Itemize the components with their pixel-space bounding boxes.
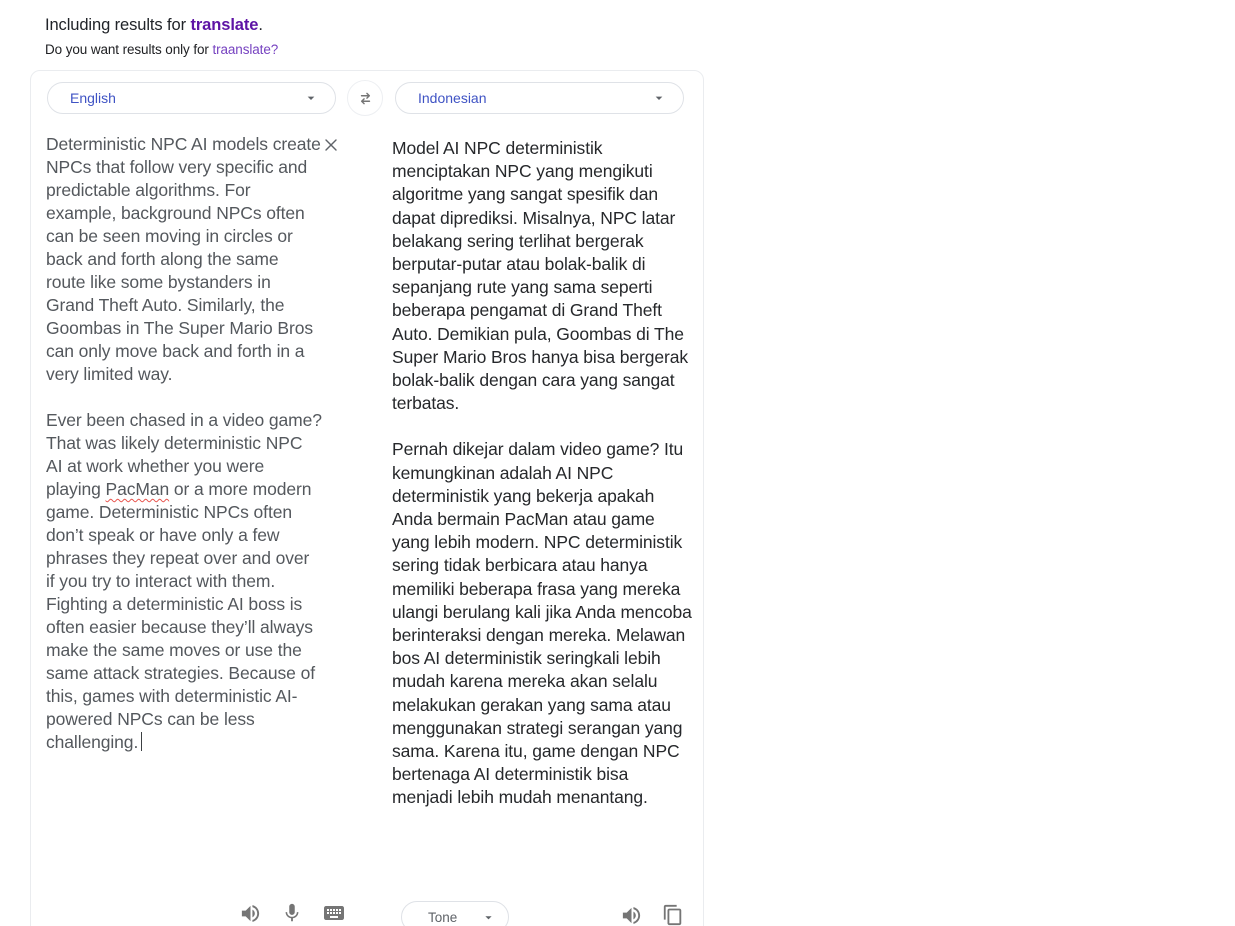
results-only-for-line bbox=[45, 42, 278, 57]
source-text-segment: or a more modern game. Deterministic NPCs often don’t speak or have only a few phrases they repeat over and over if you try to interact with them. Fighting a deterministic AI boss is often easier because they’ll always make the same moves or use the same attack strategies. Because of this, games with deterministic AI-powered NPCs can be less challenging. bbox=[46, 479, 315, 752]
target-language-selector[interactable] bbox=[395, 82, 684, 114]
copy-icon bbox=[662, 904, 684, 926]
including-results-prefix: Including results for bbox=[45, 16, 191, 34]
listen-translation-button[interactable] bbox=[616, 900, 646, 926]
spell-suggestion bbox=[45, 16, 278, 57]
keyboard-icon bbox=[322, 901, 346, 925]
target-language-label: Indonesian bbox=[418, 90, 487, 106]
voice-input-button[interactable] bbox=[277, 898, 307, 926]
including-results-line bbox=[45, 16, 278, 35]
corrected-term-link[interactable]: translate bbox=[190, 16, 259, 34]
target-paragraph: Pernah dikejar dalam video game? Itu kemungkinan adalah AI NPC deterministik yang bekerja apakah Anda bermain PacMan atau game yang lebih modern. NPC deterministik sering tidak berbicara atau hanya memiliki beberapa frasa yang mereka ulangi berulang kali jika Anda mencoba berinteraksi dengan mereka. Melawan bos AI deterministik seringkali lebih mudah karena mereka akan selalu melakukan gerakan yang sama atau menggunakan strategi serangan yang sama. Karena itu, game dengan NPC bertenaga AI deterministik bisa menjadi lebih mudah menantang. bbox=[392, 439, 692, 808]
chevron-down-icon bbox=[651, 90, 667, 106]
virtual-keyboard-button[interactable] bbox=[319, 898, 349, 926]
listen-source-button[interactable] bbox=[235, 898, 265, 926]
source-paragraph bbox=[46, 409, 322, 754]
source-language-label: English bbox=[70, 90, 116, 106]
original-term-link[interactable]: traanslate? bbox=[212, 42, 279, 57]
copy-translation-button[interactable] bbox=[658, 900, 688, 926]
chevron-down-icon bbox=[481, 910, 496, 925]
speaker-icon bbox=[620, 904, 643, 926]
misspelled-word: PacMan bbox=[105, 479, 170, 499]
text-cursor bbox=[141, 732, 142, 751]
close-icon bbox=[321, 135, 341, 155]
translated-text-area bbox=[392, 137, 692, 810]
swap-arrows-icon bbox=[356, 89, 375, 108]
source-text-area[interactable] bbox=[46, 133, 322, 754]
tone-label: Tone bbox=[428, 909, 458, 925]
translator-card bbox=[30, 70, 704, 926]
microphone-icon bbox=[281, 902, 303, 924]
sentence-period: . bbox=[258, 16, 263, 34]
target-paragraph: Model AI NPC deterministik menciptakan NPC yang mengikuti algoritme yang sangat spesifik dan dapat diprediksi. Misalnya, NPC latar belakang sering terlihat bergerak berputar-putar atau bolak-balik di sepanjang rute yang sama seperti beberapa pengamat di Grand Theft Auto. Demikian pula, Goombas di The Super Mario Bros hanya bisa bergerak bolak-balik dengan cara yang sangat terbatas. bbox=[392, 138, 689, 414]
chevron-down-icon bbox=[303, 90, 319, 106]
swap-languages-button[interactable] bbox=[347, 80, 383, 116]
results-only-for-prefix: Do you want results only for bbox=[45, 42, 213, 57]
tone-selector[interactable] bbox=[401, 901, 509, 926]
source-text-segment: Ever been chased in a video game? That was likely deterministic NPC AI at work whether you were playing bbox=[46, 410, 322, 499]
source-paragraph: Deterministic NPC AI models create NPCs that follow very specific and predictable algorithms. For example, background NPCs often can be seen moving in circles or back and forth along the same route like some bystanders in Grand Theft Auto. Similarly, the Goombas in The Super Mario Bros can only move back and forth in a very limited way. bbox=[46, 134, 321, 384]
source-language-selector[interactable] bbox=[47, 82, 336, 114]
speaker-icon bbox=[239, 902, 262, 925]
